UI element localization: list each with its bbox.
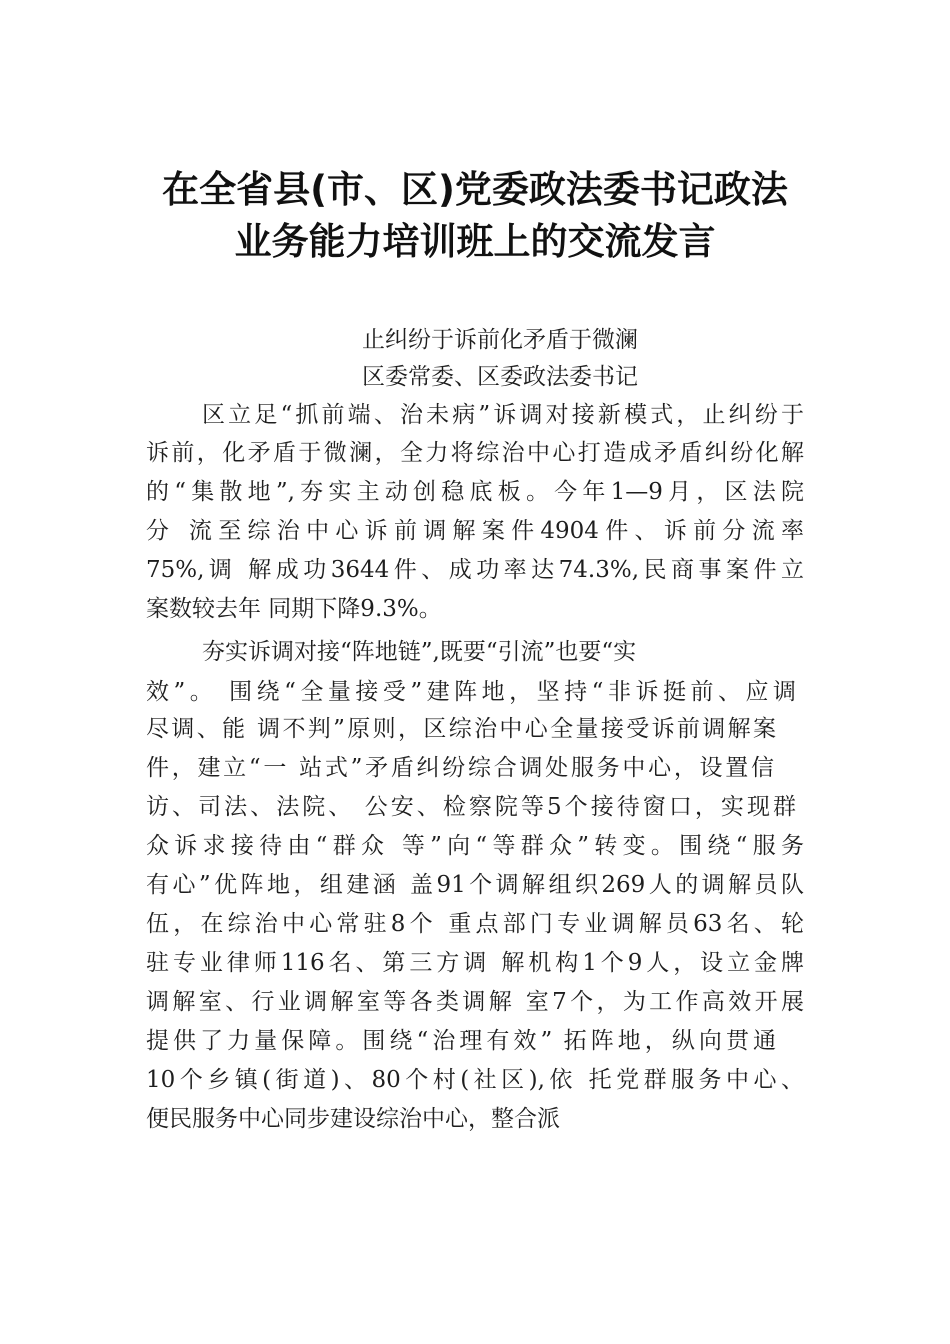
paragraph-2-line: 有心”优阵地，组建涵 盖91个调解组织269人的调解员队 (146, 872, 804, 898)
document-title-line-1: 在全省县(市、区)党委政法委书记政法 (162, 168, 788, 211)
document-author: 区委常委、区委政法委书记 (362, 364, 638, 390)
paragraph-1-line: 诉前，化矛盾于微澜，全力将综治中心打造成矛盾纠纷化解 (146, 440, 804, 466)
paragraph-2-line: 效”。 围绕“全量接受”建阵地，坚持“非诉挺前、应调 (146, 679, 796, 705)
paragraph-1-line: 的“集散地”,夯实主动创稳底板。今年1—9月，区法院 (146, 479, 804, 505)
paragraph-2-line: 尽调、能 调不判”原则，区综治中心全量接受诉前调解案 (146, 716, 776, 742)
paragraph-2-line: 件，建立“一 站式”矛盾纠纷综合调处服务中心，设置信 (146, 755, 774, 781)
paragraph-2-line: 便民服务中心同步建设综治中心，整合派 (146, 1106, 560, 1132)
paragraph-2-line: 10个乡镇(街道)、80个村(社区),依 托党群服务中心、 (146, 1067, 804, 1093)
paragraph-2-line: 访、司法、法院、 公安、检察院等5个接待窗口，实现群 (146, 794, 796, 820)
paragraph-1-line: 75%,调 解成功3644件、成功率达74.3%,民商事案件立 (146, 557, 804, 583)
paragraph-1-line: 分 流至综治中心诉前调解案件4904件、诉前分流率 (146, 518, 804, 544)
paragraph-2-line: 众诉求接待由“群众 等”向“等群众”转变。围绕“服务 (146, 833, 804, 859)
document-subtitle: 止纠纷于诉前化矛盾于微澜 (362, 327, 638, 353)
paragraph-2-line: 伍，在综治中心常驻8个 重点部门专业调解员63名、轮 (146, 911, 804, 937)
paragraph-2-line: 夯实诉调对接“阵地链”,既要“引流”也要“实 (202, 639, 637, 665)
paragraph-2-line: 提供了力量保障。围绕“治理有效” 拓阵地，纵向贯通 (146, 1028, 776, 1054)
document-title-line-2: 业务能力培训班上的交流发言 (234, 220, 716, 263)
paragraph-2-line: 调解室、行业调解室等各类调解 室7个，为工作高效开展 (146, 989, 804, 1015)
paragraph-2-line: 驻专业律师116名、第三方调 解机构1个9人，设立金牌 (146, 950, 804, 976)
paragraph-1-line: 案数较去年 同期下降9.3%。 (146, 596, 442, 622)
paragraph-1-line: 区立足“抓前端、治未病”诉调对接新模式，止纠纷于 (202, 402, 804, 428)
